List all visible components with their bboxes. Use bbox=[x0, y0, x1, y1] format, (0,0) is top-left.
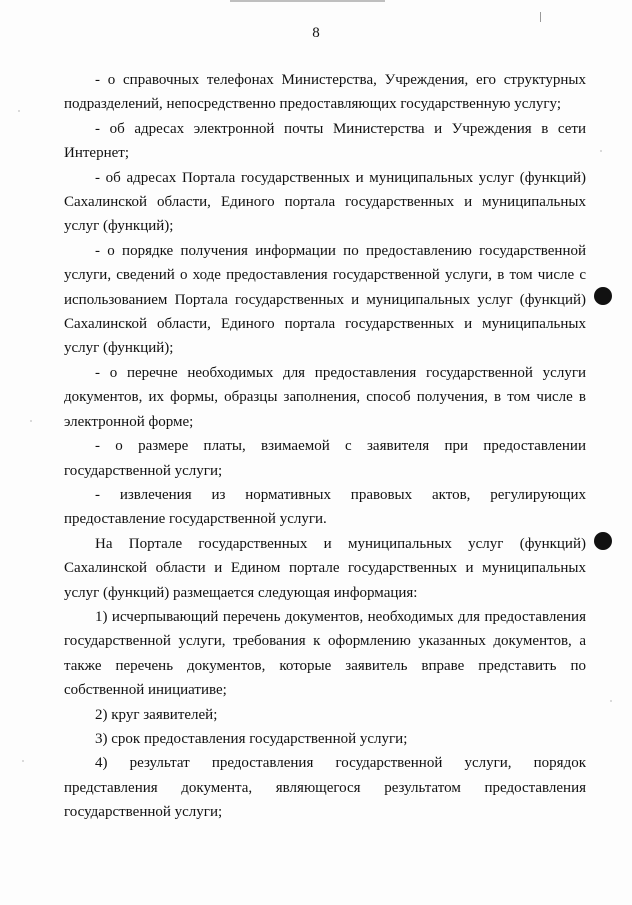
top-edge-line bbox=[230, 0, 385, 2]
paragraph-info-procedure: - о порядке получения информации по предоставлению государственной услуги, сведений о ходе предоставления государственной услуги, в том числе с использованием Портала государственных и муниципальных услуг (функций) Сахалинской области, Единого портала государственных и муниципальных услуг (функций); bbox=[64, 242, 586, 357]
punch-hole-upper bbox=[594, 287, 612, 305]
page-number: 8 bbox=[312, 25, 320, 41]
paragraph-portal-addresses: - об адресах Портала государственных и муниципальных услуг (функций) Сахалинской области, Единого портала государственных и муниципальных услуг (функций); bbox=[64, 169, 586, 235]
paragraph-email: - об адресах электронной почты Министерства и Учреждения в сети Интернет; bbox=[64, 120, 586, 162]
list-item-4: 4) результат предоставления государственной услуги, порядок представления документа, являющегося результатом предоставления государственной услуги; bbox=[64, 755, 586, 821]
document-body bbox=[64, 68, 586, 825]
scan-speck bbox=[30, 420, 32, 422]
scan-speck bbox=[18, 110, 20, 112]
scan-speck bbox=[22, 760, 24, 762]
scan-speck bbox=[600, 150, 602, 152]
list-item-3: 3) срок предоставления государственной услуги; bbox=[95, 730, 408, 747]
paragraph-portal-info: На Портале государственных и муниципальных услуг (функций) Сахалинской области и Едином портале государственных и муниципальных услуг (функций) размещается следующая информация: bbox=[64, 535, 586, 601]
punch-hole-lower bbox=[594, 532, 612, 550]
paragraph-phones: - о справочных телефонах Министерства, Учреждения, его структурных подразделений, непосредственно предоставляющих государственную услугу; bbox=[64, 72, 586, 113]
paragraph-legal-extracts: - извлечения из нормативных правовых актов, регулирующих предоставление государственной услуги. bbox=[64, 486, 586, 528]
scan-speck bbox=[610, 700, 612, 702]
list-item-1: 1) исчерпывающий перечень документов, необходимых для предоставления государственной услуги, требования к оформлению указанных документов, а также перечень документов, которые заявитель вправе представить по собственной инициативе; bbox=[64, 608, 586, 699]
paragraph-documents-list: - о перечне необходимых для предоставления государственной услуги документов, их формы, образцы заполнения, способ получения, в том числе в электронной форме; bbox=[64, 364, 586, 430]
paragraph-fee: - о размере платы, взимаемой с заявителя при предоставлении государственной услуги; bbox=[64, 438, 586, 479]
list-item-2: 2) круг заявителей; bbox=[95, 706, 218, 723]
scan-mark bbox=[540, 12, 541, 22]
